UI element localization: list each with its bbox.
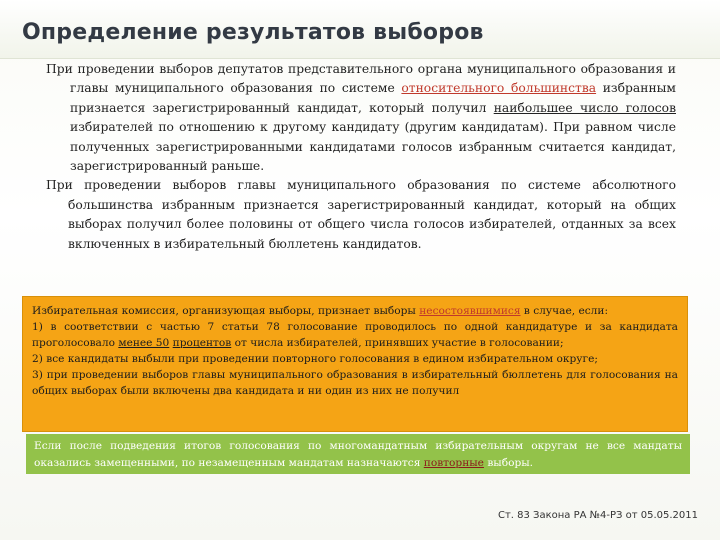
term-repeat: повторные (423, 457, 484, 469)
repeat-elections-box (26, 434, 690, 474)
main-text (46, 60, 676, 254)
para1-text-2: избранным признается зарегистрированный кандидат, который получил (70, 81, 676, 115)
term-percent: процентов (172, 337, 232, 349)
orange-line-3: 2) все кандидаты выбыли при проведении повторного голосования в едином избирательном округе; (32, 353, 598, 365)
orange-l1-b: в случае, если: (520, 305, 609, 317)
slide-title: Определение результатов выборов (22, 20, 484, 45)
term-failed: несостоявшимися (419, 305, 521, 317)
title-bar (0, 0, 720, 59)
para1-text-3: избирателей по отношению к другому кандидату (другим кандидатам). При равном числе полученных зарегистрированными кандидатами голосов избранным считается кандидат, зарегистрированный раньше. (70, 120, 676, 174)
para1-text-1: При проведении выборов депутатов представительного органа муниципального образования и главы муниципального образования по системе (46, 62, 676, 96)
orange-line-4: 3) при проведении выборов главы муниципального образования в избирательный бюллетень для голосования на общих выборах были включены два кандидата и ни один из них не получил (32, 369, 678, 397)
paragraph-relative-majority (46, 60, 676, 176)
orange-l2-a: 1) в соответствии с частью 7 статьи 78 голосование проводилось по одной кандидатуре и за кандидата проголосовало (32, 321, 678, 349)
failed-elections-box (22, 296, 688, 432)
term-relative-majority: относительного большинства (401, 81, 597, 96)
orange-line-1 (32, 303, 678, 319)
orange-l1-a: Избирательная комиссия, организующая выборы, признает выборы (32, 305, 420, 317)
paragraph-absolute-majority: При проведении выборов главы муниципального образования по системе абсолютного большинства избранным признается зарегистрированный кандидат, который на общих выборах получил более половины от общего числа голосов избирателей, отданных за всех включенных в избирательный бюллетень кандидатов. (46, 178, 676, 251)
term-most-votes: наибольшее число голосов (493, 100, 676, 115)
green-text-1: Если после подведения итогов голосования по многомандатным избирательным округам не все мандаты оказались замещенными, по незамещенным мандатам назначаются (34, 440, 682, 469)
orange-l2-b: от числа избирателей, принявших участие в голосовании; (231, 337, 564, 349)
law-reference: Ст. 83 Закона РА №4-РЗ от 05.05.2011 (497, 510, 698, 521)
green-text-2: выборы. (483, 457, 534, 469)
orange-line-2 (32, 319, 678, 351)
term-less-than-50: менее 50 (118, 337, 170, 349)
